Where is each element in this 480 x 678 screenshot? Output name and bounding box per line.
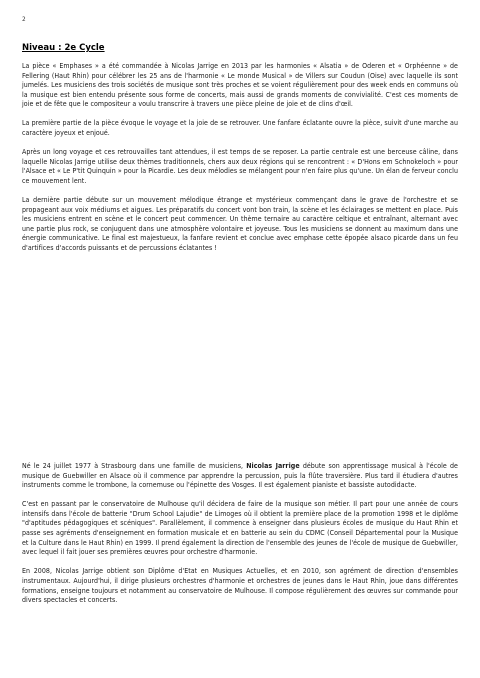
level-heading: Niveau : 2e Cycle bbox=[22, 43, 105, 53]
description-paragraph: Après un long voyage et ces retrouvailles tant attendues, il est temps de se reposer. La partie centrale est une berceuse câline, dans laquelle Nicolas Jarrige utilise deux thèmes traditionnels, chers aux deux régions qui se rencontrent : « D'Hons em Schnokeloch » pour l'Alsace et « Le P'tit Quinquin » pour la Picardie. Les deux mélodies se mélangent pour n'en faire plus qu'une. Un élan de ferveur conclu ce mouvement lent. bbox=[22, 148, 458, 185]
piece-description bbox=[22, 62, 458, 263]
description-paragraph: La première partie de la pièce évoque le voyage et la joie de se retrouver. Une fanfare éclatante ouvre la pièce, suivit d'une marche au caractère joyeux et enjoué. bbox=[22, 119, 458, 138]
composer-biography bbox=[22, 462, 458, 615]
bio-text: débute son apprentissage musical à l'école de musique de Guebwiller en Alsace où il commence par apprendre la percussion, puis la flûte traversière. Plus tard il étudiera d'autres instruments comme le trombone, la cornemuse ou l'épinette des Vosges. Il est également pianiste et bassiste autodidacte. bbox=[22, 462, 458, 490]
page-number: 2 bbox=[22, 16, 26, 23]
biography-paragraph bbox=[22, 462, 458, 491]
biography-paragraph: En 2008, Nicolas Jarrige obtient son Diplôme d'Etat en Musiques Actuelles, et en 2010, son agrément de direction d'ensembles instrumentaux. Aujourd'hui, il dirige plusieurs orchestres d'harmonie et orchestres de jeunes dans le Haut Rhin, joue dans différentes formations, enseigne toujours et notamment au conservatoire de Mulhouse. Il compose régulièrement des œuvres sur commande pour divers spectacles et concerts. bbox=[22, 567, 458, 605]
biography-paragraph: C'est en passant par le conservatoire de Mulhouse qu'il décidera de faire de la musique son métier. Il part pour une année de cours intensifs dans l'école de batterie "Drum School Lajudie" de Limoges où il obtient la première place de la promotion 1998 et le diplôme "d'aptitudes pédagogiques et scéniques". Parallèlement, il commence à enseigner dans plusieurs écoles de musique du Haut Rhin et passe ses agréments d'enseignement en formation musicale et en batterie au sein du CDMC (Conseil Départemental pour la Musique et la Culture dans le Haut Rhin) en 1999. Il prend également la direction de l'ensemble des jeunes de l'école de musique de Guebwiller, avec lequel il fait jouer ses premières œuvres pour orchestre d'harmonie. bbox=[22, 500, 458, 557]
description-paragraph: La pièce « Emphases » a été commandée à Nicolas Jarrige en 2013 par les harmonies « Alsatia » de Oderen et « Orphéenne » de Fellering (Haut Rhin) pour célébrer les 25 ans de l'harmonie « Le monde Musical » de Villers sur Coudun (Oise) avec laquelle ils sont jumelés. Les musiciens des trois sociétés de musique sont très proches et se voient régulièrement pour des week ends en communs où la musique est bien entendu présente sous forme de concerts, mais aussi de grands moments de convivialité. C'est ces moments de joie et de fête que le compositeur a voulu transcrire à travers une pièce pleine de joie et de clins d'œil. bbox=[22, 62, 458, 109]
composer-name: Nicolas Jarrige bbox=[246, 462, 300, 470]
bio-text: Né le 24 juillet 1977 à Strasbourg dans une famille de musiciens, bbox=[22, 462, 247, 470]
description-paragraph: La dernière partie débute sur un mouvement mélodique étrange et mystérieux commençant dans le grave de l'orchestre et se propageant aux voix médiums et aigues. Les préparatifs du concert vont bon train, la scène et les éclairages se mettent en place. Puis les musiciens entrent en scène et le concert peut commencer. Un thème ternaire au caractère celtique et entraînant, alternant avec une partie plus rock, se conjuguent dans une atmosphère volontaire et joyeuse. Tous les musiciens se donnent au maximum dans une énergie communicative. Le final est majestueux, la fanfare revient et conclue avec emphase cette épopée alsaco picarde dans un feu d'artifices d'accords puissants et de percussions éclatantes ! bbox=[22, 196, 458, 252]
